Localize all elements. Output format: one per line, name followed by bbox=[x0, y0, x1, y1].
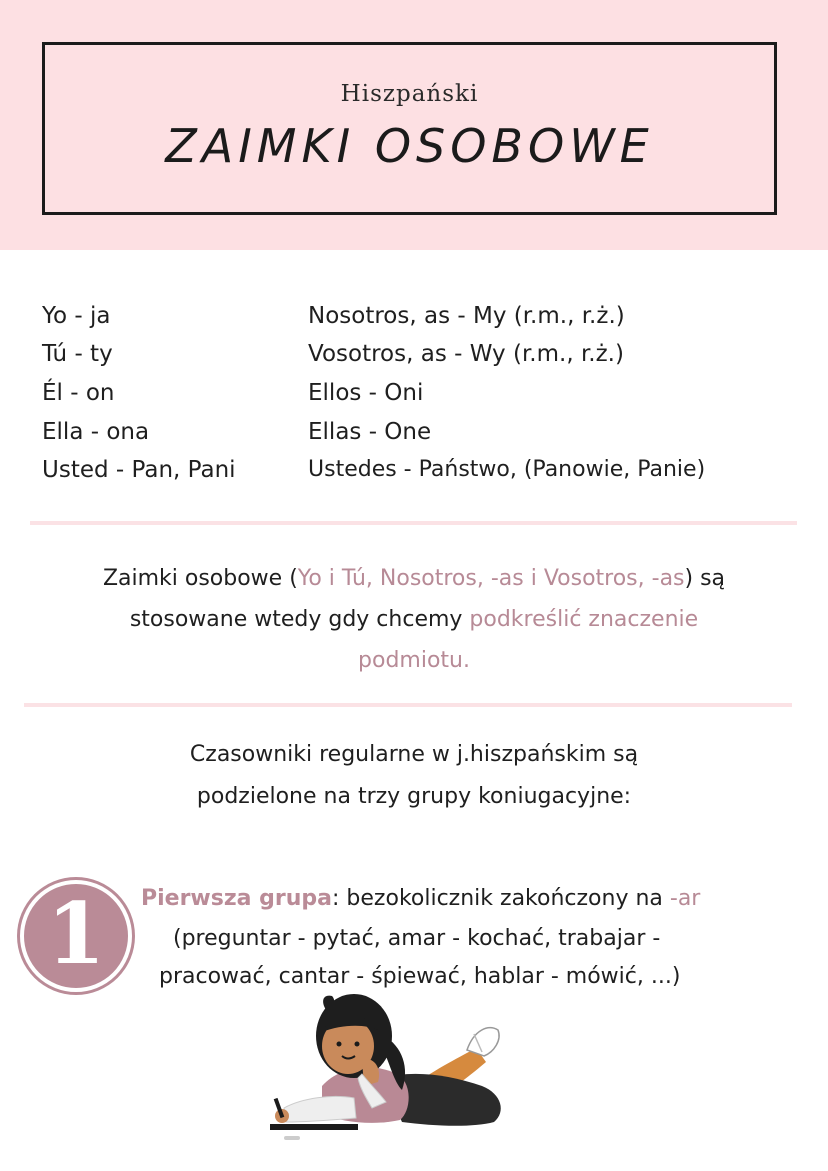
title-box bbox=[42, 42, 777, 215]
group1-line-2: (preguntar - pytać, amar - kochać, trabajar - bbox=[173, 926, 661, 951]
divider bbox=[30, 521, 797, 525]
note-line-2: stosowane wtedy gdy chcemy podkreślić znaczenie bbox=[129, 607, 699, 632]
group1-line-1: Pierwsza grupa: bezokolicznik zakończony na -ar bbox=[141, 886, 701, 911]
pronoun-singular-3: Él - on bbox=[42, 380, 115, 406]
page-title: ZAIMKI OSOBOWE bbox=[165, 119, 654, 173]
note-paragraph bbox=[0, 558, 828, 681]
pronoun-plural-3: Ellos - Oni bbox=[308, 380, 424, 406]
pronoun-singular-5: Usted - Pan, Pani bbox=[42, 457, 236, 483]
divider bbox=[24, 703, 792, 707]
pronoun-singular-4: Ella - ona bbox=[42, 419, 150, 445]
number-badge bbox=[20, 880, 132, 992]
note-line-3: podmiotu. bbox=[358, 648, 470, 673]
subtitle: Hiszpański bbox=[340, 81, 479, 107]
verbs-intro-line-1: Czasowniki regularne w j.hiszpańskim są bbox=[189, 742, 639, 767]
pronoun-plural-5: Ustedes - Państwo, (Panowie, Panie) bbox=[308, 457, 706, 482]
girl-drawing-illustration bbox=[262, 990, 522, 1150]
pronoun-singular-1: Yo - ja bbox=[42, 303, 111, 329]
group1-line-3: pracować, cantar - śpiewać, hablar - mówić, ...) bbox=[159, 964, 681, 989]
verbs-intro-line-2: podzielone na trzy grupy koniugacyjne: bbox=[196, 784, 632, 809]
number-badge-text: 1 bbox=[46, 884, 106, 983]
note-line-1: Zaimki osobowe (Yo i Tú, Nosotros, -as i Vosotros, -as) są bbox=[102, 566, 726, 591]
pronoun-plural-1: Nosotros, as - My (r.m., r.ż.) bbox=[308, 303, 625, 329]
verbs-intro bbox=[0, 734, 828, 818]
pronoun-plural-2: Vosotros, as - Wy (r.m., r.ż.) bbox=[308, 341, 624, 367]
pronoun-singular-2: Tú - ty bbox=[42, 341, 113, 367]
pronoun-plural-4: Ellas - One bbox=[308, 419, 432, 445]
